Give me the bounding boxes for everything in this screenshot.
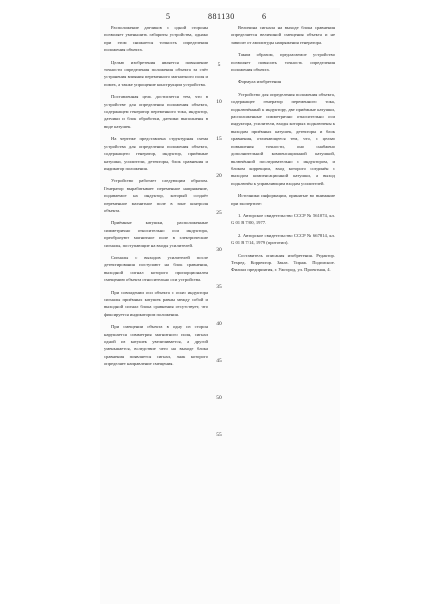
page-number-right: 6 bbox=[262, 12, 267, 21]
line-number: 50 bbox=[216, 395, 222, 401]
line-number: 55 bbox=[216, 432, 222, 438]
page-number-left: 5 bbox=[166, 12, 171, 21]
paragraph: Источники информации, принятые во внимание при экспертизе: bbox=[231, 193, 335, 206]
paragraph: Устройство работает следующим образом. Генератор вырабатывает переменное напряжение, подаваемое на индуктор, который создаёт переменное магнитное поле в зоне контроля объекта. bbox=[104, 178, 208, 213]
patent-number: 881130 bbox=[208, 12, 235, 21]
paragraph: 1. Авторское свидетельство СССР № 561074, кл. G 01 B 7/00, 1977. bbox=[231, 212, 335, 226]
paragraph: Сигналы с выходов усилителей после детектирования поступают на блок сравнения, выходной сигнал которого пропорционален смещению объекта относительно оси устройства. bbox=[104, 254, 208, 283]
paragraph: Расположение датчиков с одной стороны позволяет уменьшить габариты устройства, однако при этом снижается точность определения положения объекта. bbox=[104, 25, 208, 53]
paragraph: Составитель описания изобретения. Редактор. Техред. Корректор. Заказ. Тираж. Подписное. Филиал предприятия, г. Ужгород, ул. Проектная, 4. bbox=[231, 252, 335, 273]
line-number: 25 bbox=[216, 210, 222, 216]
paragraph: Устройство для определения положения объекта, содержащее генератор переменного тока, подключённый к индуктору, две приёмные катушки, расположенные симметрично относительно оси индуктора, усилители, входы которых подключены к выходам приёмных катушек, детекторы и блок сравнения, отличающееся тем, что, с целью повышения точности, оно снабжено дополнительной компенсационной катушкой, включённой последовательно с индуктором, и блоком коррекции, вход которого соединён с выходом компенсационной катушки, а выход подключён к управляющим входам усилителей. bbox=[231, 91, 335, 186]
paragraph: Величина сигнала на выходе блока сравнения определяется величиной смещения объекта и не зависит от амплитуды напряжения генератора. bbox=[231, 25, 335, 45]
line-number: 30 bbox=[216, 247, 222, 253]
paragraph: Формула изобретения bbox=[238, 79, 281, 85]
paragraph: Приёмные катушки, расположенные симметрично относительно оси индуктора, преобразуют магнитное поле в электрические сигналы, поступающие на входы усилителей. bbox=[104, 220, 208, 248]
paragraph: При совпадении оси объекта с осью индуктора сигналы приёмных катушек равны между собой и выходной сигнал блока сравнения отсутствует, что фиксируется индикатором положения. bbox=[104, 289, 208, 317]
line-number: 45 bbox=[216, 358, 222, 364]
paragraph: При смещении объекта в одну из сторон нарушается симметрия магнитного поля, сигнал одной из катушек увеличивается, а другой уменьшается, вследствие чего на выходе блока сравнения появляется сигнал, знак которого определяет направление смещения. bbox=[104, 324, 208, 367]
paragraph: Поставленная цель достигается тем, что в устройстве для определения положения объекта, содержащем генератор переменного тока, индуктор, датчики и блок обработки, датчики выполнены в виде катушек. bbox=[104, 94, 208, 129]
left-column bbox=[104, 24, 208, 373]
line-number: 5 bbox=[217, 62, 221, 68]
paragraph: Целью изобретения является повышение точности определения положения объекта за счёт устранения влияния переменного магнитного поля и помех, а также упрощение конструкции устройства. bbox=[104, 59, 208, 87]
paragraph: На чертеже представлена структурная схема устройства для определения положения объекта, содержащего генератор, индуктор, приёмные катушки, усилители, детекторы, блок сравнения и индикатор положения. bbox=[104, 136, 208, 171]
paragraph: 2. Авторское свидетельство СССР № 667814, кл. G 01 B 7/14, 1979 (прототип). bbox=[231, 232, 335, 246]
line-number: 15 bbox=[216, 136, 222, 142]
line-number: 10 bbox=[216, 99, 222, 105]
paragraph: Таким образом, предлагаемое устройство позволяет повысить точность определения положения объекта. bbox=[231, 52, 335, 73]
line-number: 35 bbox=[216, 284, 222, 290]
line-number: 20 bbox=[216, 173, 222, 179]
line-number-gutter bbox=[210, 24, 228, 604]
document-page bbox=[100, 8, 340, 604]
line-number: 40 bbox=[216, 321, 222, 327]
right-column bbox=[231, 24, 335, 279]
